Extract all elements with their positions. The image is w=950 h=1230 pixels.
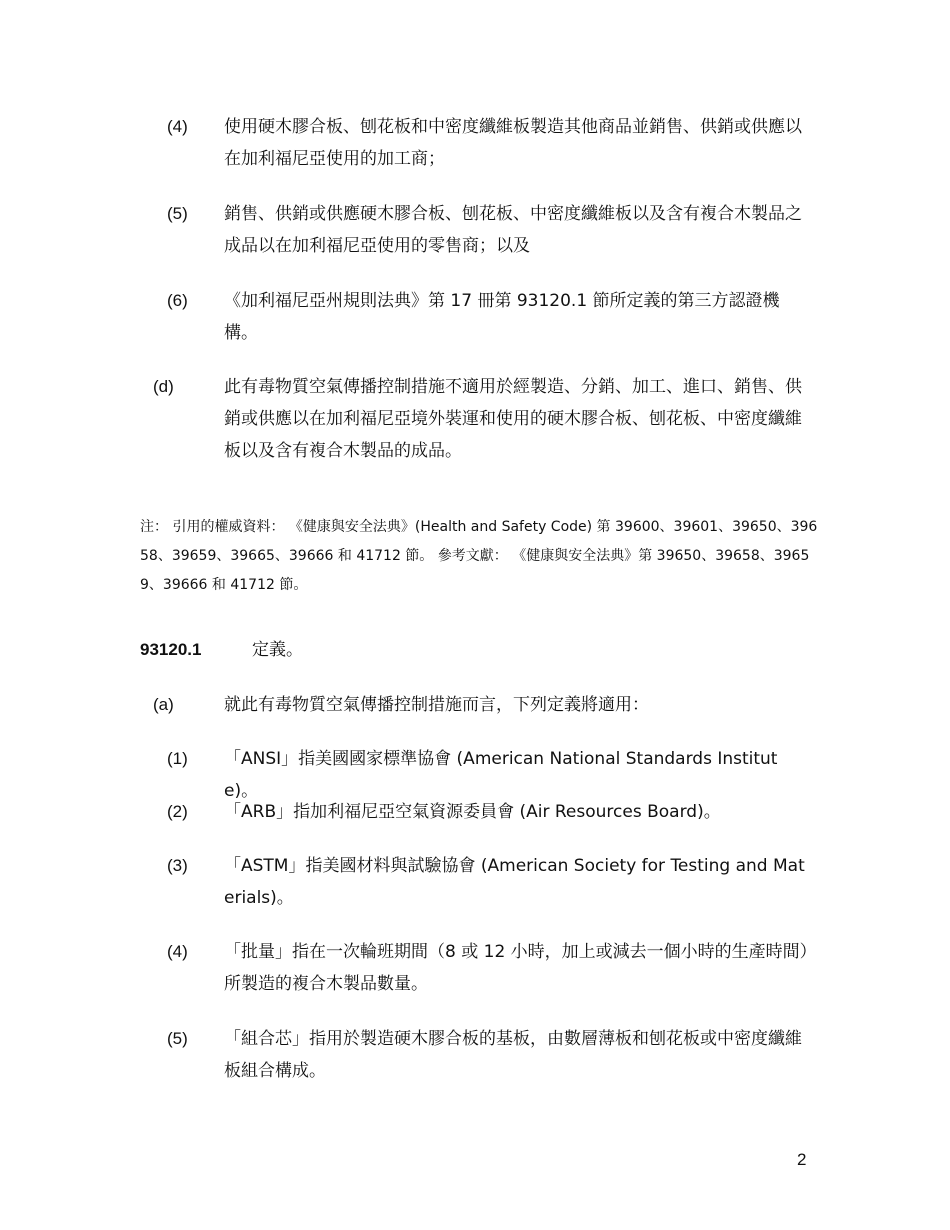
item-label: (5) (167, 1029, 188, 1048)
item-label: (1) (167, 749, 188, 768)
item-text: 銷售、供銷或供應硬木膠合板、刨花板、中密度纖維板以及含有複合木製品之成品以在加利福尼亞使用的零售商；以及 (224, 204, 802, 256)
item-text: 「ASTM」指美國材料與試驗協會 (American Society for Testing and Materials)。 (224, 856, 805, 908)
item-label: (2) (167, 802, 188, 821)
item-label: (d) (153, 377, 174, 396)
item-text: 「組合芯」指用於製造硬木膠合板的基板，由數層薄板和刨花板或中密度纖維板組合構成。 (224, 1029, 802, 1081)
item-label: (3) (167, 856, 188, 875)
item-text: 《加利福尼亞州規則法典》第 17 冊第 93120.1 節所定義的第三方認證機構。 (224, 291, 780, 343)
item-text: 使用硬木膠合板、刨花板和中密度纖維板製造其他商品並銷售、供銷或供應以在加利福尼亞使用的加工商； (224, 117, 802, 169)
item-text: 「批量」指在一次輪班期間（8 或 12 小時，加上或減去一個小時的生產時間）所製造的複合木製品數量。 (224, 942, 809, 994)
item-text: 就此有毒物質空氣傳播控制措施而言，下列定義將適用： (224, 695, 649, 715)
item-label: (4) (167, 942, 188, 961)
authority-note: 注： 引用的權威資料： 《健康與安全法典》(Health and Safety Code) 第 39600、39601、39650、39658、39659、39665、39666 和 41712 節。 參考文獻： 《健康與安全法典》第 39650、39658、39659、39666 和 41712 節。 (140, 519, 818, 593)
item-text: 「ANSI」指美國國家標準協會 (American National Standards Institute)。 (224, 749, 778, 801)
item-label: (4) (167, 117, 188, 136)
item-label: (a) (153, 695, 174, 714)
item-text: 此有毒物質空氣傳播控制措施不適用於經製造、分銷、加工、進口、銷售、供銷或供應以在加利福尼亞境外裝運和使用的硬木膠合板、刨花板、中密度纖維板以及含有複合木製品的成品。 (224, 377, 802, 461)
section-title: 定義。 (252, 640, 303, 660)
item-label: (5) (167, 204, 188, 223)
section-number: 93120.1 (140, 640, 202, 659)
item-label: (6) (167, 291, 188, 310)
item-text: 「ARB」指加利福尼亞空氣資源委員會 (Air Resources Board)。 (224, 802, 721, 822)
page-number: 2 (797, 1150, 807, 1169)
